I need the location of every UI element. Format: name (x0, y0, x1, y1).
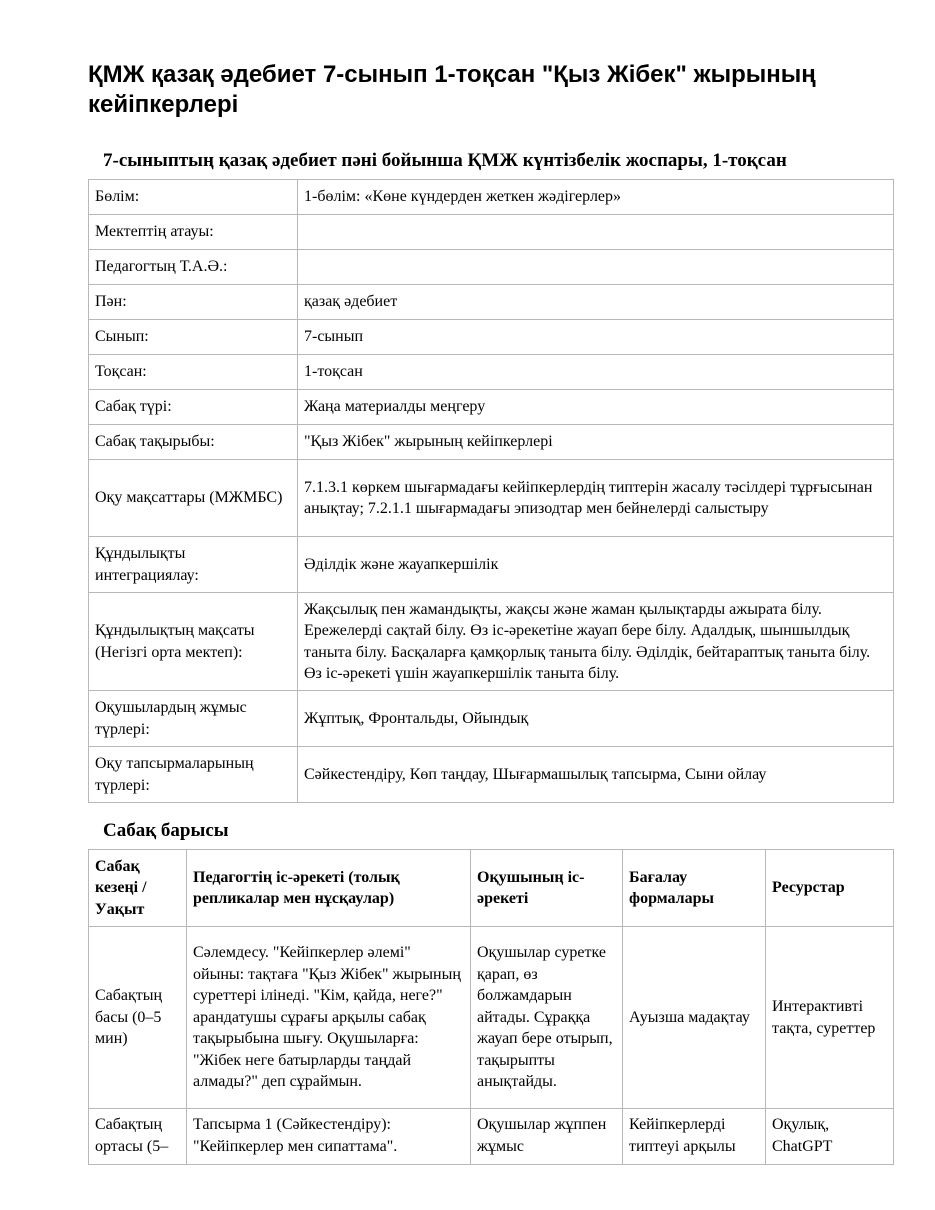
teacher-cell: Сәлемдесу. "Кейіпкерлер әлемі" ойыны: тақтаға "Қыз Жібек" жырының суреттері ілінеді. "Кім, қайда, неге?" арандатушы сұрағы арқылы сабақ тақырыбына шығу. Оқушыларға: "Жібек неге батырларды таңдай алмады?" деп сұраймын. (187, 927, 471, 1109)
lesson-heading: Сабақ барысы (103, 820, 229, 841)
table-header-row (89, 850, 894, 927)
info-value (298, 215, 894, 250)
table-row (89, 320, 894, 355)
student-cell: Оқушылар жұппен жұмыс (471, 1109, 623, 1165)
table-row (89, 250, 894, 285)
student-cell: Оқушылар суретке қарап, өз болжамдарын айтады. Сұраққа жауап бере отырып, тақырыпты анықтайды. (471, 927, 623, 1109)
column-header-stage: Сабақ кезеңі / Уақыт (89, 850, 187, 927)
info-value (298, 250, 894, 285)
info-value: 7-сынып (298, 320, 894, 355)
info-label: Оқу мақсаттары (МЖМБС) (89, 460, 298, 537)
resources-cell: Оқулық, ChatGPT (766, 1109, 894, 1165)
info-label: Мектептің атауы: (89, 215, 298, 250)
table-row (89, 691, 894, 747)
table-row (89, 425, 894, 460)
info-value: 1-тоқсан (298, 355, 894, 390)
table-row (89, 390, 894, 425)
table-row (89, 593, 894, 691)
column-header-resources: Ресурстар (766, 850, 894, 927)
column-header-student: Оқушының іс-әрекеті (471, 850, 623, 927)
info-table (88, 179, 894, 803)
info-label: Педагогтың Т.А.Ә.: (89, 250, 298, 285)
table-row (89, 537, 894, 593)
table-row (89, 927, 894, 1109)
stage-cell: Сабақтың ортасы (5– (89, 1109, 187, 1165)
resources-cell: Интерактивті тақта, суреттер (766, 927, 894, 1109)
info-value: Жақсылық пен жамандықты, жақсы және жаман қылықтарды ажырата білу. Ережелерді сақтай білу. Өз іс-әрекетіне жауап бере білу. Адалдық, шыншылдық таныта білу. Басқаларға қамқорлық таныта білу. Әділдік, бейтараптық таныта білу. Өз іс-әрекеті үшін жауапкершілік таныта білу. (298, 593, 894, 691)
stage-cell: Сабақтың басы (0–5 мин) (89, 927, 187, 1109)
info-label: Бөлім: (89, 180, 298, 215)
info-label: Сабақ түрі: (89, 390, 298, 425)
info-label: Тоқсан: (89, 355, 298, 390)
lesson-table (88, 849, 894, 1165)
info-label: Құндылықты интеграциялау: (89, 537, 298, 593)
column-header-assessment: Бағалау формалары (623, 850, 766, 927)
info-value: Жаңа материалды меңгеру (298, 390, 894, 425)
info-value: "Қыз Жібек" жырының кейіпкерлері (298, 425, 894, 460)
info-label: Пән: (89, 285, 298, 320)
info-label: Оқу тапсырмаларының түрлері: (89, 747, 298, 803)
info-label: Сабақ тақырыбы: (89, 425, 298, 460)
table-row (89, 215, 894, 250)
plan-heading: 7-сыныптың қазақ әдебиет пәні бойынша ҚМЖ күнтізбелік жоспары, 1-тоқсан (103, 150, 787, 171)
info-value: қазақ әдебиет (298, 285, 894, 320)
info-label: Сынып: (89, 320, 298, 355)
table-row (89, 285, 894, 320)
info-value: Жұптық, Фронтальды, Ойындық (298, 691, 894, 747)
teacher-cell: Тапсырма 1 (Сәйкестендіру): "Кейіпкерлер мен сипаттама". (187, 1109, 471, 1165)
info-value: Әділдік және жауапкершілік (298, 537, 894, 593)
column-header-teacher: Педагогтің іс-әрекеті (толық репликалар мен нұсқаулар) (187, 850, 471, 927)
assessment-cell: Кейіпкерлерді типтеуі арқылы (623, 1109, 766, 1165)
table-row (89, 1109, 894, 1165)
info-value: 1-бөлім: «Көне күндерден жеткен жәдігерлер» (298, 180, 894, 215)
info-label: Оқушылардың жұмыс түрлері: (89, 691, 298, 747)
document-title: ҚМЖ қазақ әдебиет 7-сынып 1-тоқсан "Қыз Жібек" жырының кейіпкерлері (88, 61, 816, 118)
table-row (89, 747, 894, 803)
info-label: Құндылықтың мақсаты (Негізгі орта мектеп): (89, 593, 298, 691)
info-value: 7.1.3.1 көркем шығармадағы кейіпкерлердің типтерін жасалу тәсілдері тұрғысынан анықтау; 7.2.1.1 шығармадағы эпизодтар мен бейнелерді салыстыру (298, 460, 894, 537)
assessment-cell: Ауызша мадақтау (623, 927, 766, 1109)
table-row (89, 180, 894, 215)
table-row (89, 355, 894, 390)
info-value: Сәйкестендіру, Көп таңдау, Шығармашылық тапсырма, Сыни ойлау (298, 747, 894, 803)
table-row (89, 460, 894, 537)
